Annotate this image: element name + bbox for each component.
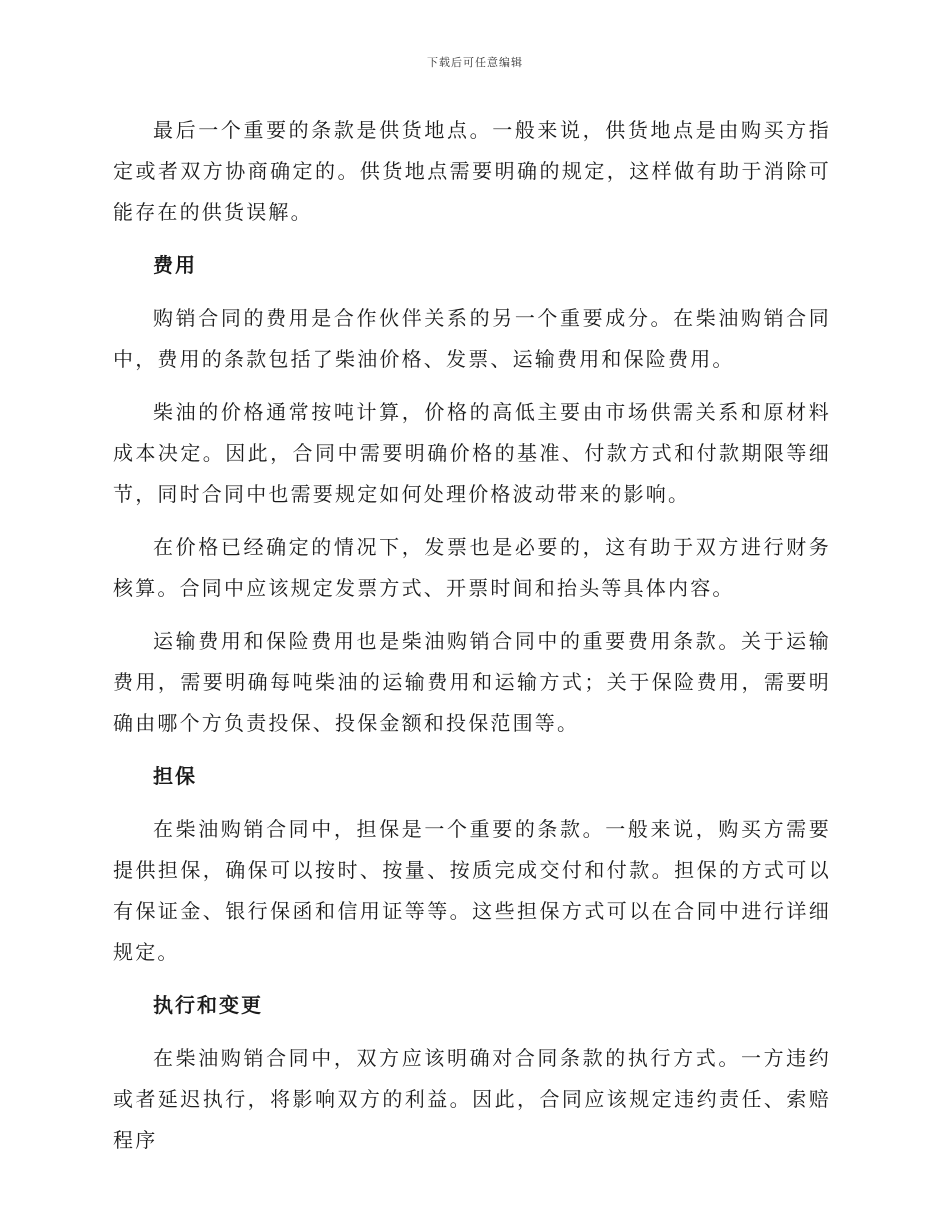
paragraph-invoice: 在价格已经确定的情况下，发票也是必要的，这有助于双方进行财务核算。合同中应该规定发票方式、开票时间和抬头等具体内容。 — [113, 535, 831, 600]
section-heading-fee: 费用 — [153, 253, 197, 277]
paragraph-supply-location: 最后一个重要的条款是供货地点。一般来说，供货地点是由购买方指定或者双方协商确定的。供货地点需要明确的规定，这样做有助于消除可能存在的供货误解。 — [113, 118, 831, 224]
section-heading-guarantee: 担保 — [153, 764, 197, 788]
paragraph-diesel-price: 柴油的价格通常按吨计算，价格的高低主要由市场供需关系和原材料成本决定。因此，合同中需要明确价格的基准、付款方式和付款期限等细节，同时合同中也需要规定如何处理价格波动带来的影响。 — [113, 400, 831, 506]
paragraph-execution: 在柴油购销合同中，双方应该明确对合同条款的执行方式。一方违约或者延迟执行，将影响双方的利益。因此，合同应该规定违约责任、索赔程序 — [113, 1046, 831, 1152]
document-body — [113, 110, 831, 1173]
page-header-note: 下载后可任意编辑 — [427, 56, 523, 69]
paragraph-fee-overview: 购销合同的费用是合作伙伴关系的另一个重要成分。在柴油购销合同中，费用的条款包括了柴油价格、发票、运输费用和保险费用。 — [113, 306, 831, 371]
paragraph-transport-insurance: 运输费用和保险费用也是柴油购销合同中的重要费用条款。关于运输费用，需要明确每吨柴油的运输费用和运输方式；关于保险费用，需要明确由哪个方负责投保、投保金额和投保范围等。 — [113, 629, 831, 735]
paragraph-guarantee: 在柴油购销合同中，担保是一个重要的条款。一般来说，购买方需要提供担保，确保可以按时、按量、按质完成交付和付款。担保的方式可以有保证金、银行保函和信用证等等。这些担保方式可以在合同中进行详细规定。 — [113, 817, 831, 964]
section-heading-execution-change: 执行和变更 — [153, 993, 263, 1017]
